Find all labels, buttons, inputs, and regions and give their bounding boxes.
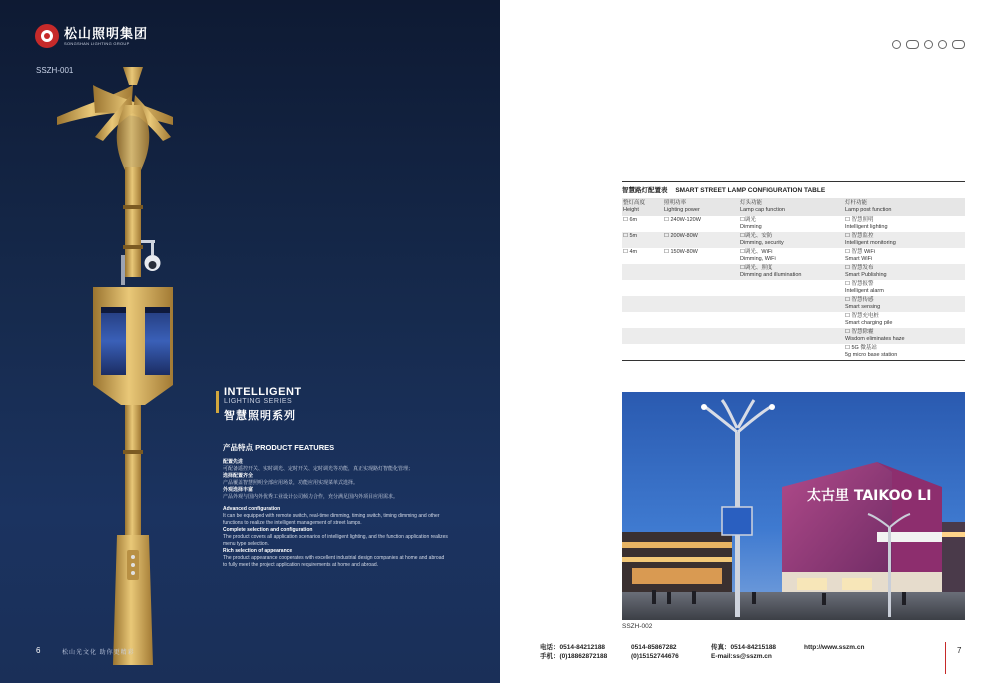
table-cell — [739, 296, 844, 312]
email-address[interactable]: E-mail:ss@sszm.cn — [711, 653, 772, 660]
table-cell: ☐ 4m — [623, 249, 638, 255]
table-cell: ☐ 5G 微基站 5g micro base station — [844, 344, 965, 361]
table-row — [622, 280, 965, 296]
feature-text-en: The product appearance cooperates with excellent industrial design companies at home and abroad to fully meet the project application requirements at home and abroad. — [223, 555, 445, 568]
logo-cn-text: 松山照明集团 — [64, 25, 149, 41]
table-cell — [622, 264, 663, 280]
table-cell — [663, 328, 739, 344]
configuration-table-block — [622, 181, 965, 361]
model-code-right: SSZH-002 — [622, 623, 653, 630]
table-row — [622, 264, 965, 280]
table-cell: ☐ 200W-80W — [663, 232, 739, 248]
series-title: INTELLIGENT — [224, 386, 302, 398]
column-header: 整灯高度 Height — [622, 198, 663, 216]
table-row — [622, 216, 965, 232]
model-code-left: SSZH-001 — [36, 66, 74, 75]
column-header: 灯头功能 Lamp cap function — [739, 198, 844, 216]
logo-en-text: SONGSHAN LIGHTING GROUP — [64, 40, 130, 46]
right-page — [500, 0, 1000, 683]
red-divider — [945, 642, 946, 674]
table-cell: ☐ 240W-120W — [664, 217, 701, 223]
footer-slogan: 松山光文化 助你更精彩 — [62, 650, 135, 656]
table-cell — [663, 280, 739, 296]
column-header: 照明功率 Lighting power — [663, 198, 739, 216]
table-cell: ☐调光 Dimming — [740, 217, 762, 230]
certification-icon — [892, 40, 901, 49]
company-logo — [35, 24, 148, 48]
certification-icon — [906, 40, 919, 49]
building-sign: 太古里 TAIKOO LI — [807, 488, 932, 504]
table-cell — [663, 344, 739, 361]
feature-title-en: Complete selection and configuration — [223, 527, 313, 533]
configuration-table — [622, 198, 965, 361]
feature-text: 可配备遥控开关、实时调光、定时开关、定时调光等功能，真正实现路灯智能化管理； — [223, 466, 414, 472]
table-row — [622, 232, 965, 248]
table-cell: ☐ 智慧照明 Intelligent lighting — [845, 217, 888, 230]
series-subtitle: LIGHTING SERIES — [224, 398, 293, 405]
features-heading: 产品特点 PRODUCT FEATURES — [223, 443, 335, 452]
table-row — [622, 296, 965, 312]
table-title-en: SMART STREET LAMP CONFIGURATION TABLE — [675, 187, 826, 194]
feature-title: 外观选择丰富 — [223, 487, 254, 493]
table-row — [622, 248, 965, 264]
table-cell: ☐ 智慧除霾 Wisdom eliminates haze — [844, 328, 965, 344]
certification-marks — [892, 40, 965, 49]
product-features — [223, 442, 448, 569]
table-cell: ☐ 智慧监控 Intelligent monitoring — [844, 232, 965, 248]
table-row — [622, 312, 965, 328]
table-cell — [739, 344, 844, 361]
logo-emblem-icon — [35, 24, 59, 48]
page-number-left: 6 — [36, 646, 41, 655]
fax-number: 传真：0514-84215188 — [711, 644, 777, 651]
certification-icon — [938, 40, 947, 49]
table-cell: ☐ 智慧传感 Smart sensing — [844, 296, 965, 312]
table-cell: ☐ 150W-80W — [664, 249, 698, 255]
table-cell — [622, 328, 663, 344]
table-cell: ☐调光、照度 Dimming and illumination — [739, 264, 844, 280]
table-cell: ☐ 智慧 WiFi Smart WiFi — [845, 249, 875, 262]
table-cell: ☐ 智慧充电桩 Smart charging pile — [845, 313, 893, 326]
table-cell: ☐ 6m — [623, 217, 638, 223]
feature-text: 产品外观与国内外优秀工业设计公司倾力合作，充分满足国内外项目应用需求。 — [223, 494, 399, 500]
feature-title: 选择配置齐全 — [223, 473, 254, 479]
table-cell: ☐ 智慧发布 Smart Publishing — [844, 264, 965, 280]
table-cell: ☐ 智慧报警 Intelligent alarm — [845, 281, 884, 294]
table-cell — [622, 344, 663, 361]
series-heading — [216, 386, 302, 423]
table-cell — [739, 328, 844, 344]
table-cell — [663, 312, 739, 328]
series-title-cn: 智慧照明系列 — [224, 410, 296, 422]
table-cell — [739, 312, 844, 328]
table-cell — [663, 264, 739, 280]
feature-title-en: Advanced configuration — [223, 506, 281, 512]
website-link[interactable]: http://www.sszm.cn — [804, 644, 865, 651]
table-cell — [622, 296, 663, 312]
feature-title: 配置先进 — [223, 459, 244, 465]
night-street-photo — [622, 392, 965, 620]
feature-text-en: It can be equipped with remote switch, real-time dimming, timing switch, timing dimming and other functions to realize the intelligent management of street lamps. — [223, 513, 440, 526]
table-cell — [739, 280, 844, 296]
table-cell: ☐调光、安防 Dimming, security — [739, 232, 844, 248]
table-row — [622, 344, 965, 361]
certification-icon — [952, 40, 965, 49]
street-lamp-pole-illustration — [45, 55, 175, 675]
table-title — [622, 182, 965, 198]
table-title-cn: 智慧路灯配置表 — [622, 187, 668, 194]
table-cell — [663, 296, 739, 312]
table-row — [622, 328, 965, 344]
feature-title-en: Rich selection of appearance — [223, 548, 293, 554]
feature-text: 产品覆盖智慧照明全部应用场景，功能应用实现菜单式选择。 — [223, 480, 359, 486]
certification-icon — [924, 40, 933, 49]
mobile-primary: 手机：(0)18862872188 — [540, 653, 608, 660]
feature-text-en: The product covers all application scenarios of intelligent lighting, and the function application realizes menu type selection. — [223, 534, 448, 547]
tel-secondary: 0514-85867282 — [631, 644, 677, 651]
page-number-right: 7 — [957, 646, 962, 655]
table-cell: ☐调光、WiFi Dimming, WiFi — [740, 249, 776, 262]
tel-primary: 电话：0514-84212188 — [540, 644, 606, 651]
column-header: 灯杆功能 Lamp post function — [844, 198, 965, 216]
table-header-row — [622, 198, 965, 216]
table-cell: ☐ 5m — [622, 232, 663, 248]
table-cell — [622, 312, 663, 328]
accent-bar — [216, 391, 219, 413]
mobile-secondary: (0)15152744676 — [631, 653, 679, 660]
table-cell — [622, 280, 663, 296]
